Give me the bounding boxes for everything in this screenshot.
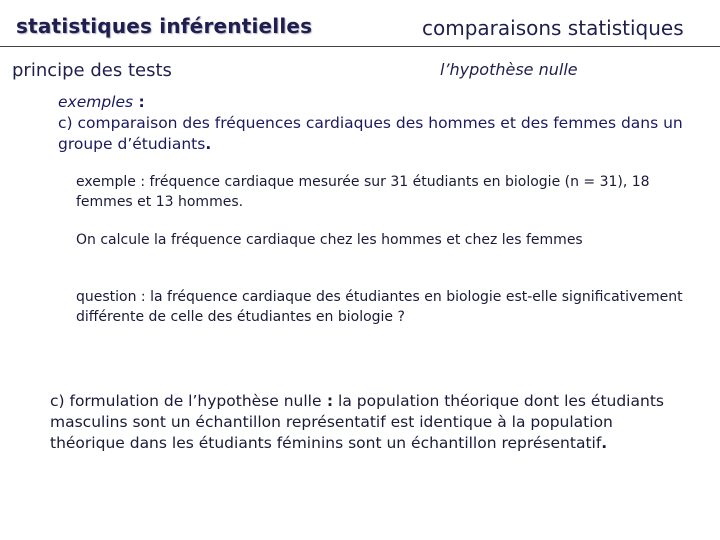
hypothesis-colon: : (321, 392, 334, 410)
examples-colon: : (133, 93, 145, 111)
subtitle: principe des tests (12, 60, 172, 81)
page-title: statistiques inférentielles (16, 14, 313, 38)
header-divider (0, 46, 720, 47)
hypothesis-period: . (601, 434, 608, 452)
examples-label: exemples (58, 93, 134, 111)
topic-label: l’hypothèse nulle (440, 60, 578, 79)
examples-text: c) comparaison des fréquences cardiaques des hommes et des femmes dans un groupe d’étudiants (58, 114, 683, 153)
examples-period: . (205, 135, 212, 153)
hypothesis-intro: c) formulation de l’hypothèse nulle (50, 392, 322, 410)
question-paragraph: question : la fréquence cardiaque des étudiantes en biologie est-elle significativement différente de celle des étudiantes en biologie ? (76, 289, 683, 325)
calculation-paragraph: On calcule la fréquence cardiaque chez les hommes et chez les femmes (76, 232, 583, 248)
examples-block (58, 92, 698, 155)
null-hypothesis-paragraph (50, 391, 690, 454)
hypothesis-text: la population théorique dont les étudiants masculins sont un échantillon représentatif est identique à la population théorique dans les étudiants féminins sont un échantillon représentatif (50, 392, 664, 452)
example-paragraph: exemple : fréquence cardiaque mesurée sur 31 étudiants en biologie (n = 31), 18 femmes et 13 hommes. (76, 174, 650, 210)
section-title: comparaisons statistiques (422, 16, 684, 40)
